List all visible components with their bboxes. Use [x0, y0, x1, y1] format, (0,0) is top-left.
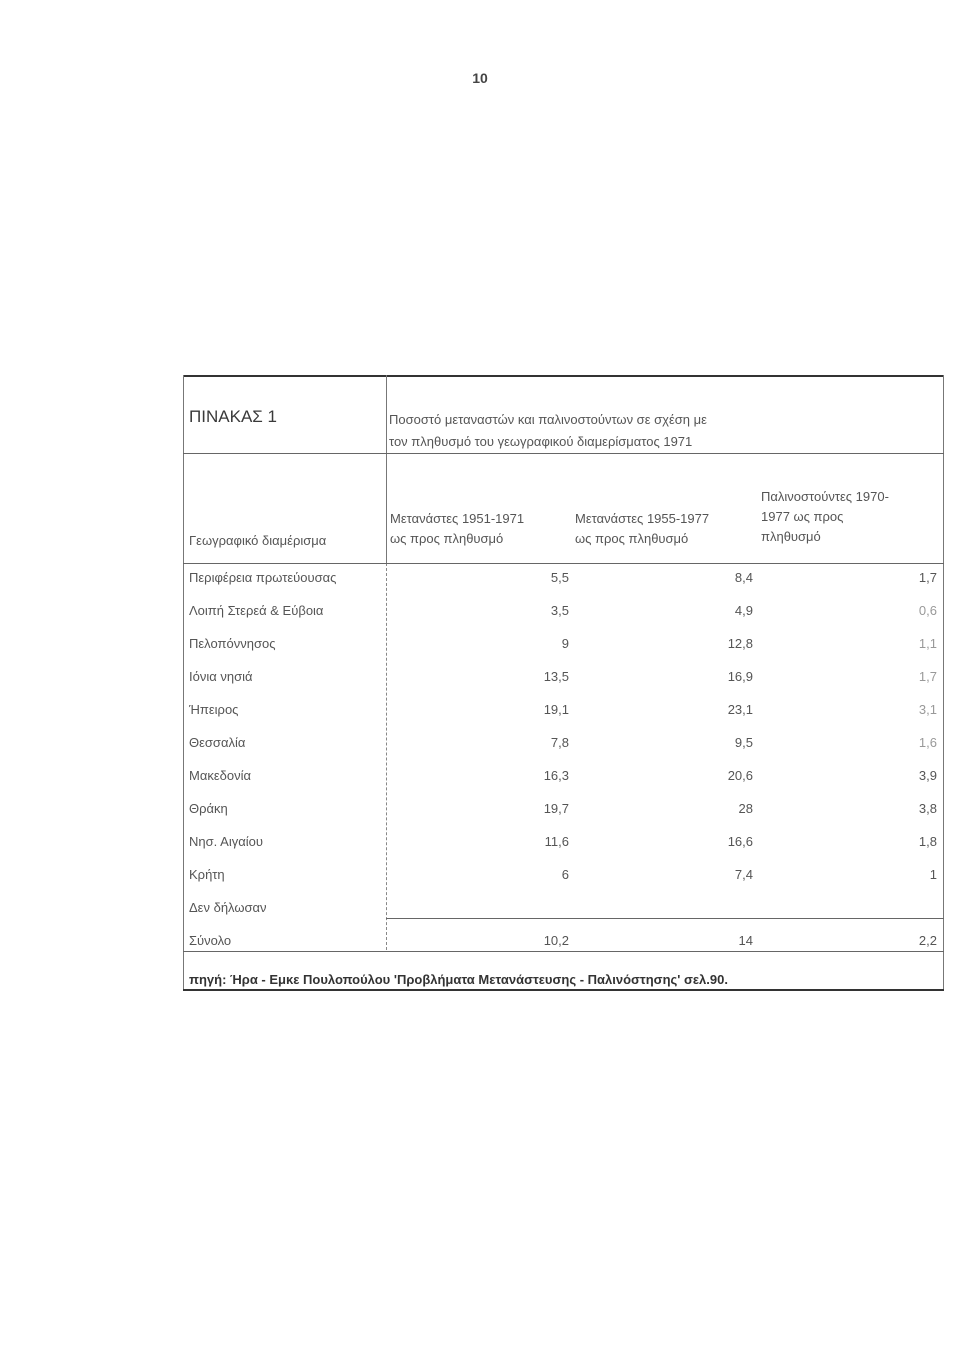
- statistics-table: [183, 375, 944, 990]
- row-region: Περιφέρεια πρωτεύουσας: [189, 570, 337, 585]
- header-region: Γεωγραφικό διαμέρισμα: [189, 533, 327, 548]
- row-col3-value: 1,8: [918, 834, 937, 849]
- row-region: Μακεδονία: [189, 768, 252, 783]
- row-col3-value: 1,1: [918, 636, 937, 651]
- header-divider: [183, 563, 944, 564]
- row-col1-value: 19,7: [543, 801, 569, 816]
- header-col3-line2: 1977 ως προς: [761, 509, 844, 524]
- header-emigrants-1951-1971: [390, 509, 524, 549]
- row-col1-value: 5,5: [550, 570, 569, 585]
- row-col2-value: 8,4: [734, 570, 753, 585]
- row-region: Κρήτη: [189, 867, 225, 882]
- total-col3-value: 2,2: [918, 933, 937, 948]
- row-col2-value: 7,4: [734, 867, 753, 882]
- row-col2-value: 23,1: [727, 702, 753, 717]
- table-right-border: [943, 375, 944, 990]
- row-col3-value: 1,7: [918, 570, 937, 585]
- row-col2-value: 4,9: [734, 603, 753, 618]
- region-column-divider-rows: [386, 563, 387, 950]
- header-col1-line1: Μετανάστες 1951-1971: [390, 511, 525, 526]
- row-col3-value: 3,9: [918, 768, 937, 783]
- row-region: Λοιπή Στερεά & Εύβοια: [189, 603, 324, 618]
- page-number: 10: [472, 70, 488, 86]
- description-line-1: Ποσοστό μεταναστών και παλινοστούντων σε σχέση με: [389, 412, 707, 427]
- total-label: Σύνολο: [189, 933, 232, 948]
- row-col1-value: 9: [561, 636, 569, 651]
- row-col3-value: 3,1: [918, 702, 937, 717]
- description-line-2: τον πληθυσμό του γεωγραφικού διαμερίσματος 1971: [389, 434, 693, 449]
- row-col1-value: 11,6: [544, 834, 569, 849]
- row-col2-value: 12,8: [727, 636, 753, 651]
- row-col2-value: 9,5: [734, 735, 753, 750]
- table-title: ΠΙΝΑΚΑΣ 1: [189, 407, 277, 426]
- row-region: Ήπειρος: [189, 702, 239, 717]
- row-region: Πελοπόννησος: [189, 636, 276, 651]
- row-region: Νησ. Αιγαίου: [189, 834, 263, 849]
- table-top-border: [183, 375, 944, 377]
- row-col1-value: 7,8: [550, 735, 569, 750]
- header-returnees-1970-1977: [761, 487, 889, 547]
- row-col3-value: 3,8: [918, 801, 937, 816]
- header-col3-line3: πληθυσμό: [761, 529, 821, 544]
- total-col2-value: 14: [738, 933, 753, 948]
- total-divider-bottom: [183, 951, 944, 952]
- header-col1-line2: ως προς πληθυσμό: [390, 531, 504, 546]
- row-col2-value: 28: [738, 801, 753, 816]
- table-source: πηγή: Ήρα - Εμκε Πουλοπούλου 'Προβλήματα Μετανάστευσης - Παλινόστησης' σελ.90.: [189, 972, 728, 987]
- row-col1-value: 19,1: [543, 702, 569, 717]
- table-left-border: [183, 375, 184, 990]
- row-region: Δεν δήλωσαν: [189, 900, 267, 915]
- row-region: Θεσσαλία: [189, 735, 246, 750]
- row-col3-value: 1,6: [918, 735, 937, 750]
- header-col2-line1: Μετανάστες 1955-1977: [575, 511, 710, 526]
- row-region: Θράκη: [189, 801, 228, 816]
- total-col1-value: 10,2: [543, 933, 569, 948]
- header-col2-line2: ως προς πληθυσμό: [575, 531, 689, 546]
- row-col1-value: 6: [561, 867, 569, 882]
- region-column-divider: [386, 375, 387, 563]
- row-col3-value: 1,7: [918, 669, 937, 684]
- table-description: [389, 409, 707, 453]
- row-col2-value: 20,6: [727, 768, 753, 783]
- row-region: Ιόνια νησιά: [189, 669, 253, 684]
- row-col3-value: 0,6: [918, 603, 937, 618]
- row-col1-value: 3,5: [550, 603, 569, 618]
- total-divider-top: [386, 918, 944, 919]
- row-col2-value: 16,6: [727, 834, 753, 849]
- title-divider: [183, 453, 944, 454]
- row-col3-value: 1: [929, 867, 937, 882]
- row-col1-value: 13,5: [543, 669, 569, 684]
- table-bottom-border: [183, 989, 944, 991]
- header-col3-line1: Παλινοστούντες 1970-: [761, 489, 889, 504]
- header-emigrants-1955-1977: [575, 509, 709, 549]
- row-col2-value: 16,9: [727, 669, 753, 684]
- row-col1-value: 16,3: [543, 768, 569, 783]
